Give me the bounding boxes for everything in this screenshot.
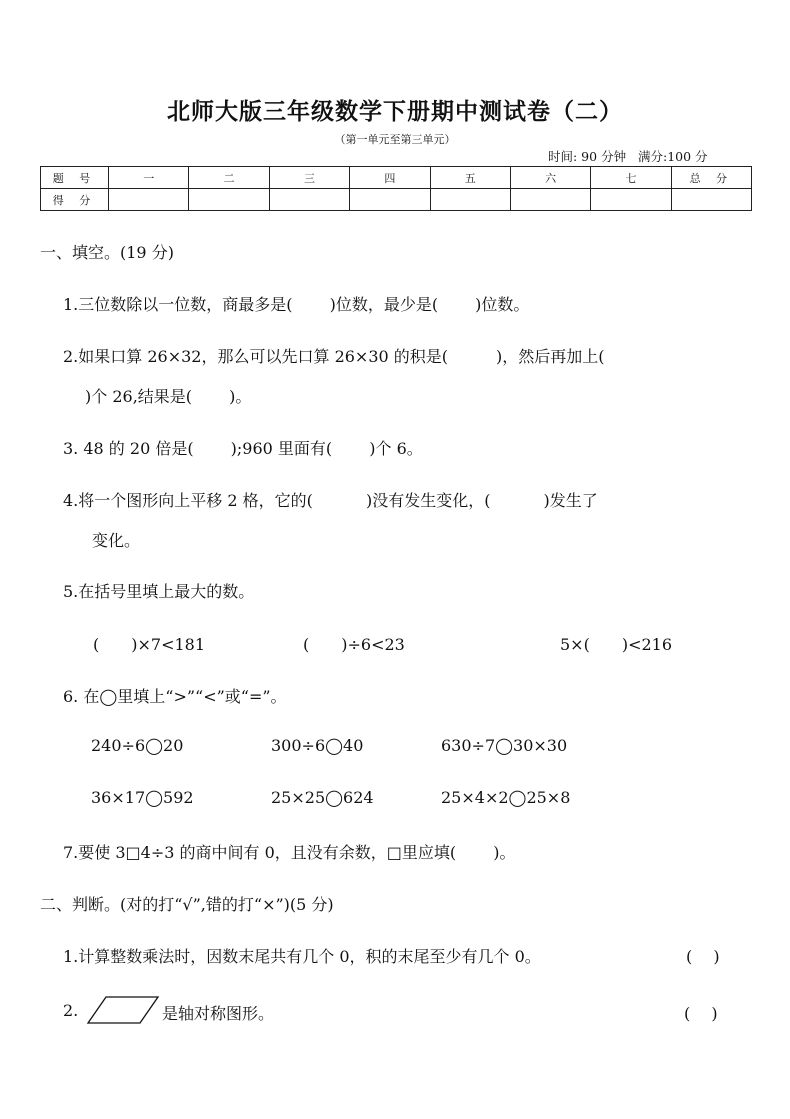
score-cell[interactable]	[591, 189, 671, 211]
score-cell[interactable]	[109, 189, 189, 211]
row-label-question-number: 题 号	[41, 167, 109, 189]
q6-row2-item-1: 36×17◯592	[91, 788, 194, 807]
row-label-score: 得 分	[41, 189, 109, 211]
q6-row1-item-1: 240÷6◯20	[91, 736, 184, 755]
q6-row2-item-3: 25×4×2◯25×8	[441, 788, 571, 807]
score-table-score-row	[41, 189, 752, 211]
question-2-2-number: 2.	[63, 1001, 79, 1020]
column-header: 二	[189, 167, 269, 189]
question-1-2-line1: 2.如果口算 26×32，那么可以先口算 26×30 的积是( )，然后再加上(	[63, 347, 605, 366]
question-1-3: 3. 48 的 20 倍是( );960 里面有( )个 6。	[63, 439, 423, 458]
score-cell[interactable]	[671, 189, 751, 211]
column-header: 四	[350, 167, 430, 189]
column-header: 一	[109, 167, 189, 189]
answer-bracket-2-2[interactable]: ( )	[684, 1004, 718, 1023]
parallelogram-icon	[86, 995, 160, 1025]
exam-meta	[548, 147, 708, 165]
column-header: 三	[269, 167, 349, 189]
q6-row2-item-2: 25×25◯624	[271, 788, 374, 807]
question-1-4-line2: 变化。	[92, 531, 141, 550]
column-header: 七	[591, 167, 671, 189]
question-1-7: 7.要使 3□4÷3 的商中间有 0，且没有余数，□里应填( )。	[63, 843, 516, 862]
question-1-2-line2: )个 26,结果是( )。	[85, 387, 252, 406]
column-header: 五	[430, 167, 510, 189]
question-1-5: 5.在括号里填上最大的数。	[63, 582, 255, 601]
score-cell[interactable]	[189, 189, 269, 211]
page-title: 北师大版三年级数学下册期中测试卷（二）	[167, 99, 623, 125]
page-subtitle: （第一单元至第三单元）	[334, 133, 456, 146]
score-table	[40, 166, 752, 211]
answer-bracket-2-1[interactable]: ( )	[686, 947, 720, 966]
q5-item-2: ( )÷6<23	[303, 635, 405, 654]
column-header-total: 总 分	[671, 167, 751, 189]
question-1-4-line1: 4.将一个图形向上平移 2 格，它的( )没有发生变化，( )发生了	[63, 491, 598, 510]
question-1-1: 1.三位数除以一位数，商最多是( )位数，最少是( )位数。	[63, 295, 530, 314]
question-2-2-text: 是轴对称图形。	[162, 1004, 275, 1023]
q6-row1-item-2: 300÷6◯40	[271, 736, 364, 755]
section-2-heading: 二、判断。(对的打“√”,错的打“×”)(5 分)	[40, 895, 334, 914]
question-2-1: 1.计算整数乘法时，因数末尾共有几个 0，积的末尾至少有几个 0。	[63, 947, 541, 966]
question-1-6: 6. 在◯里填上“>”“<”或“=”。	[63, 687, 287, 706]
score-cell[interactable]	[269, 189, 349, 211]
section-1-heading: 一、填空。(19 分)	[40, 243, 174, 262]
score-table-header-row	[41, 167, 752, 189]
column-header: 六	[510, 167, 590, 189]
score-cell[interactable]	[350, 189, 430, 211]
exam-time: 时间: 90 分钟	[548, 149, 627, 164]
q6-row1-item-3: 630÷7◯30×30	[441, 736, 568, 755]
score-cell[interactable]	[430, 189, 510, 211]
score-cell[interactable]	[510, 189, 590, 211]
q5-item-1: ( )×7<181	[93, 635, 206, 654]
q5-item-3: 5×( )<216	[560, 635, 673, 654]
exam-full-score: 满分:100 分	[638, 149, 708, 164]
